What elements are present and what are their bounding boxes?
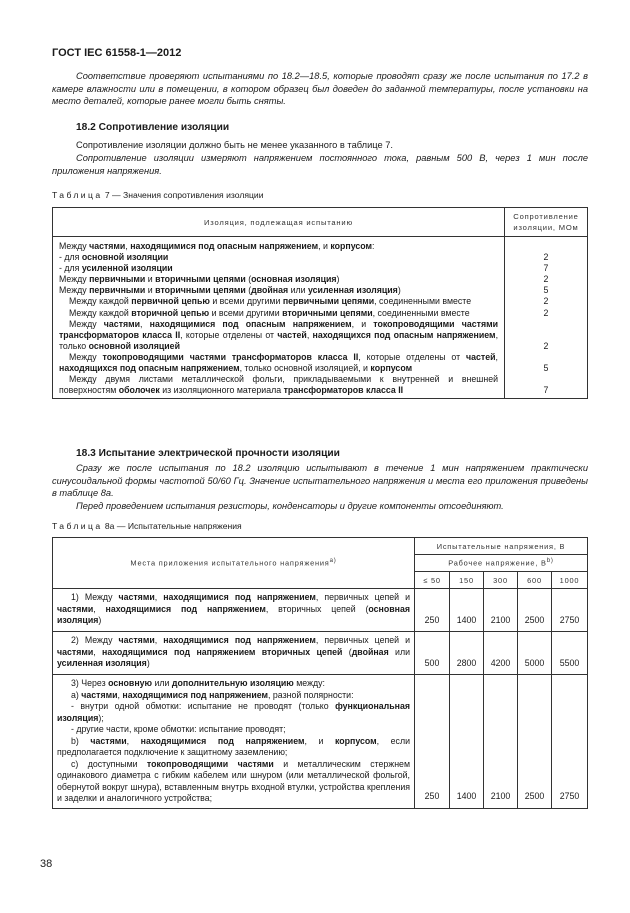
table-8a-row-2-text: 2) Между частями, находящимися под напряжением, первичных цепей и частями, находящимися под напряжением вторичных цепей (двойная или усиленная изоляция) xyxy=(53,632,415,675)
intro-paragraph: Соответствие проверяют испытаниями по 18.2—18.5, которые проводят сразу же после испытания по 17.2 в камере влажности или в помещении, в котором образец был доведен до заданной температуры, после установки на место деталей, которые ранее могли быть сняты. xyxy=(52,71,588,107)
table-row: Между двумя листами металлической фольги, прикладываемыми к внутренней и внешней поверхностям оболочек из изоляционного материала трансформаторов класса II 7 xyxy=(53,374,588,399)
table-8a xyxy=(52,537,588,809)
table-row: Между частями, находящимися под опасным напряжением, и токопроводящими частями трансформаторов класса II, которые отделены от частей, находящихся под опасным напряжением, только основной изоляцией 2 xyxy=(53,319,588,352)
page-number: 38 xyxy=(40,858,53,870)
section-18-3-text: Сразу же после испытания по 18.2 изоляцию испытывают в течение 1 мин напряжением практически синусоидальной формы частотой 50/60 Гц. Значение испытательного напряжения и места его приложения приведены в таблице 8а. xyxy=(52,463,588,499)
table-8a-col-places: Места приложения испытательного напряжения$^{а)}$ xyxy=(53,538,415,589)
section-18-3-note: Перед проведением испытания резисторы, конденсаторы и другие компоненты отсоединяют. xyxy=(76,501,504,511)
table-7-header xyxy=(53,208,588,237)
table-row: Между каждой первичной цепью и всеми другими первичными цепями, соединенными вместе 2 xyxy=(53,296,588,307)
section-18-2-measure-text: Сопротивление изоляции измеряют напряжением постоянного тока, равным 500 В, через 1 мин после приложения напряжения. xyxy=(52,153,588,176)
table-row: Между первичными и вторичными цепями (двойная или усиленная изоляция) 5 xyxy=(53,285,588,296)
section-18-2-heading: 18.2 Сопротивление изоляции xyxy=(76,122,230,133)
table-row: 3) Через основную или дополнительную изоляцию между: а) частями, находящимися под напряжением, разной полярности: - внутри одной обмотки: испытание не проводят (только функциональная изоляция); - другие части, кроме обмотки: испытание проводят; b) частями, находящимися под напряжением, и корпусом, если предполагается подключение к защитному заземлению; с) доступными токопроводящими частями и металлическим стержнем одинакового диаметра с гибким кабелем или шнуром (или металлической фольгой, обернутой вокруг шнура), вставленным внутрь входной втулки, устройства крепления и заделки и аналогичного устройства; 250 1400 2100 2500 2750 xyxy=(53,675,588,809)
table-row: Между частями, находящимися под опасным напряжением, и корпусом: xyxy=(53,241,588,252)
table-7 xyxy=(52,207,588,399)
table-8a-col-voltage: 300 xyxy=(484,572,518,589)
table-row: - для основной изоляции 2 xyxy=(53,252,588,263)
document-header: ГОСТ IEC 61558-1—2012 xyxy=(52,47,182,59)
table-row: Между токопроводящими частями трансформаторов класса II, которые отделены от частей, находящихся под опасным напряжением, только основной изоляцией, и корпусом 5 xyxy=(53,352,588,374)
table-8a-col-voltage: 150 xyxy=(450,572,484,589)
section-18-2-text: Сопротивление изоляции должно быть не менее указанного в таблице 7. xyxy=(76,140,393,150)
table-row: 2) Между частями, находящимися под напряжением, первичных цепей и частями, находящимися под напряжением вторичных цепей (двойная или усиленная изоляция) 500 2800 4200 5000 5500 xyxy=(53,632,588,675)
table-row: Между каждой вторичной цепью и всеми другими вторичными цепями, соединенными вместе 2 xyxy=(53,308,588,319)
table-8a-col-working-voltage: Рабочее напряжение, $В^{b)}$ xyxy=(415,555,588,572)
table-row: Между первичными и вторичными цепями (основная изоляция) 2 xyxy=(53,274,588,285)
table-8a-caption: Таблица 8а — Испытательные напряжения xyxy=(52,521,242,531)
table-7-caption: Таблица 7 — Значения сопротивления изоляции xyxy=(52,190,264,200)
table-7-col-insulation: Изоляция, подлежащая испытанию xyxy=(53,208,505,237)
table-7-col-resistance: Сопротивление изоляции, МОм xyxy=(505,208,588,237)
table-8a-col-voltage: 600 xyxy=(518,572,552,589)
table-row: - для усиленной изоляции 7 xyxy=(53,263,588,274)
table-8a-col-voltage: ≤ 50 xyxy=(415,572,450,589)
table-row: 1) Между частями, находящимися под напряжением, первичных цепей и частями, находящимися под напряжением, вторичных цепей (основная изоляция) 250 1400 2100 2500 2750 xyxy=(53,589,588,632)
table-8a-row-3-text: 3) Через основную или дополнительную изоляцию между: а) частями, находящимися под напряжением, разной полярности: - внутри одной обмотки: испытание не проводят (только функциональная изоляция); - другие части, кроме обмотки: испытание проводят; b) частями, находящимися под напряжением, и корпусом, если предполагается подключение к защитному заземлению; с) доступными токопроводящими частями и металлическим стержнем одинакового диаметра с гибким кабелем или шнуром (или металлической фольгой, обернутой вокруг шнура), вставленным внутрь входной втулки, устройства крепления и заделки и аналогичного устройства; xyxy=(53,675,415,809)
table-8a-header-row-1 xyxy=(53,538,588,555)
table-8a-col-test-voltage: Испытательные напряжения, В xyxy=(415,538,588,555)
table-8a-row-1-text: 1) Между частями, находящимися под напряжением, первичных цепей и частями, находящимися под напряжением, вторичных цепей (основная изоляция) xyxy=(53,589,415,632)
section-18-3-heading: 18.3 Испытание электрической прочности изоляции xyxy=(76,448,340,459)
table-8a-col-voltage: 1000 xyxy=(552,572,588,589)
